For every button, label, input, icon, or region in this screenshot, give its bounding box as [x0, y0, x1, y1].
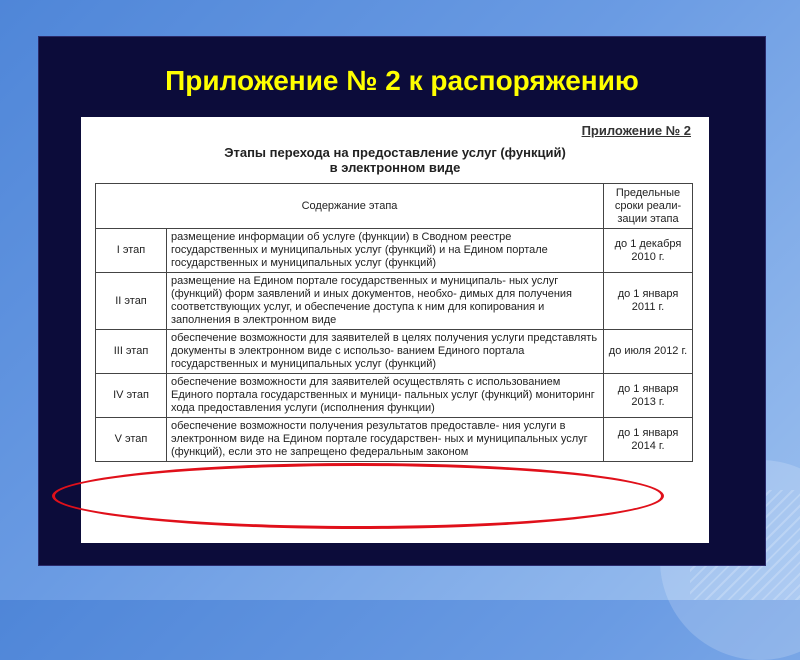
- content-cell: обеспечение возможности для заявителей в целях получения услуги представлять документы в электронном виде с использо- ванием Единого портала государственных и муниципальных услуг (функций): [167, 330, 604, 374]
- stage-cell: IV этап: [96, 374, 167, 418]
- table-row: [96, 273, 693, 330]
- document-image: [81, 117, 709, 543]
- stage-cell: II этап: [96, 273, 167, 330]
- deadline-cell: до 1 января 2014 г.: [604, 418, 693, 462]
- stage-cell: I этап: [96, 229, 167, 273]
- slide-panel: [38, 36, 766, 566]
- content-cell: обеспечение возможности для заявителей осуществлять с использованием Единого портала государственных и муници- пальных услуг (функций) мониторинг хода предоставления услуги (исполнения функции): [167, 374, 604, 418]
- deadline-cell: до июля 2012 г.: [604, 330, 693, 374]
- appendix-label: Приложение № 2: [581, 123, 691, 138]
- content-cell: размещение информации об услуге (функции) в Сводном реестре государственных и муниципальных услуг (функций) и на Едином портале государственных и муниципальных услуг (функций): [167, 229, 604, 273]
- document-title-line-1: Этапы перехода на предоставление услуг (функций): [224, 145, 566, 160]
- document-title: [81, 145, 709, 175]
- header-content: Содержание этапа: [96, 184, 604, 229]
- table-row: [96, 374, 693, 418]
- table-row: [96, 418, 693, 462]
- document-title-line-2: в электронном виде: [329, 160, 461, 175]
- header-deadline: Предельные сроки реали- зации этапа: [604, 184, 693, 229]
- table-row: [96, 229, 693, 273]
- table-row: [96, 330, 693, 374]
- deadline-cell: до 1 января 2013 г.: [604, 374, 693, 418]
- content-cell: размещение на Едином портале государственных и муниципаль- ных услуг (функций) форм заявлений и иных документов, необхо- димых для получения соответствующих услуг, и обеспечение доступа к ним для копирования и заполнения в электронном виде: [167, 273, 604, 330]
- stage-cell: V этап: [96, 418, 167, 462]
- stages-table: [95, 183, 693, 462]
- deadline-cell: до 1 января 2011 г.: [604, 273, 693, 330]
- stage-cell: III этап: [96, 330, 167, 374]
- content-cell: обеспечение возможности получения результатов предоставле- ния услуги в электронном виде на Едином портале государствен- ных и муниципальных услуг (функций), если это не запрещено федеральным законом: [167, 418, 604, 462]
- table-header-row: [96, 184, 693, 229]
- slide-title: Приложение № 2 к распоряжению: [165, 65, 639, 96]
- deadline-cell: до 1 декабря 2010 г.: [604, 229, 693, 273]
